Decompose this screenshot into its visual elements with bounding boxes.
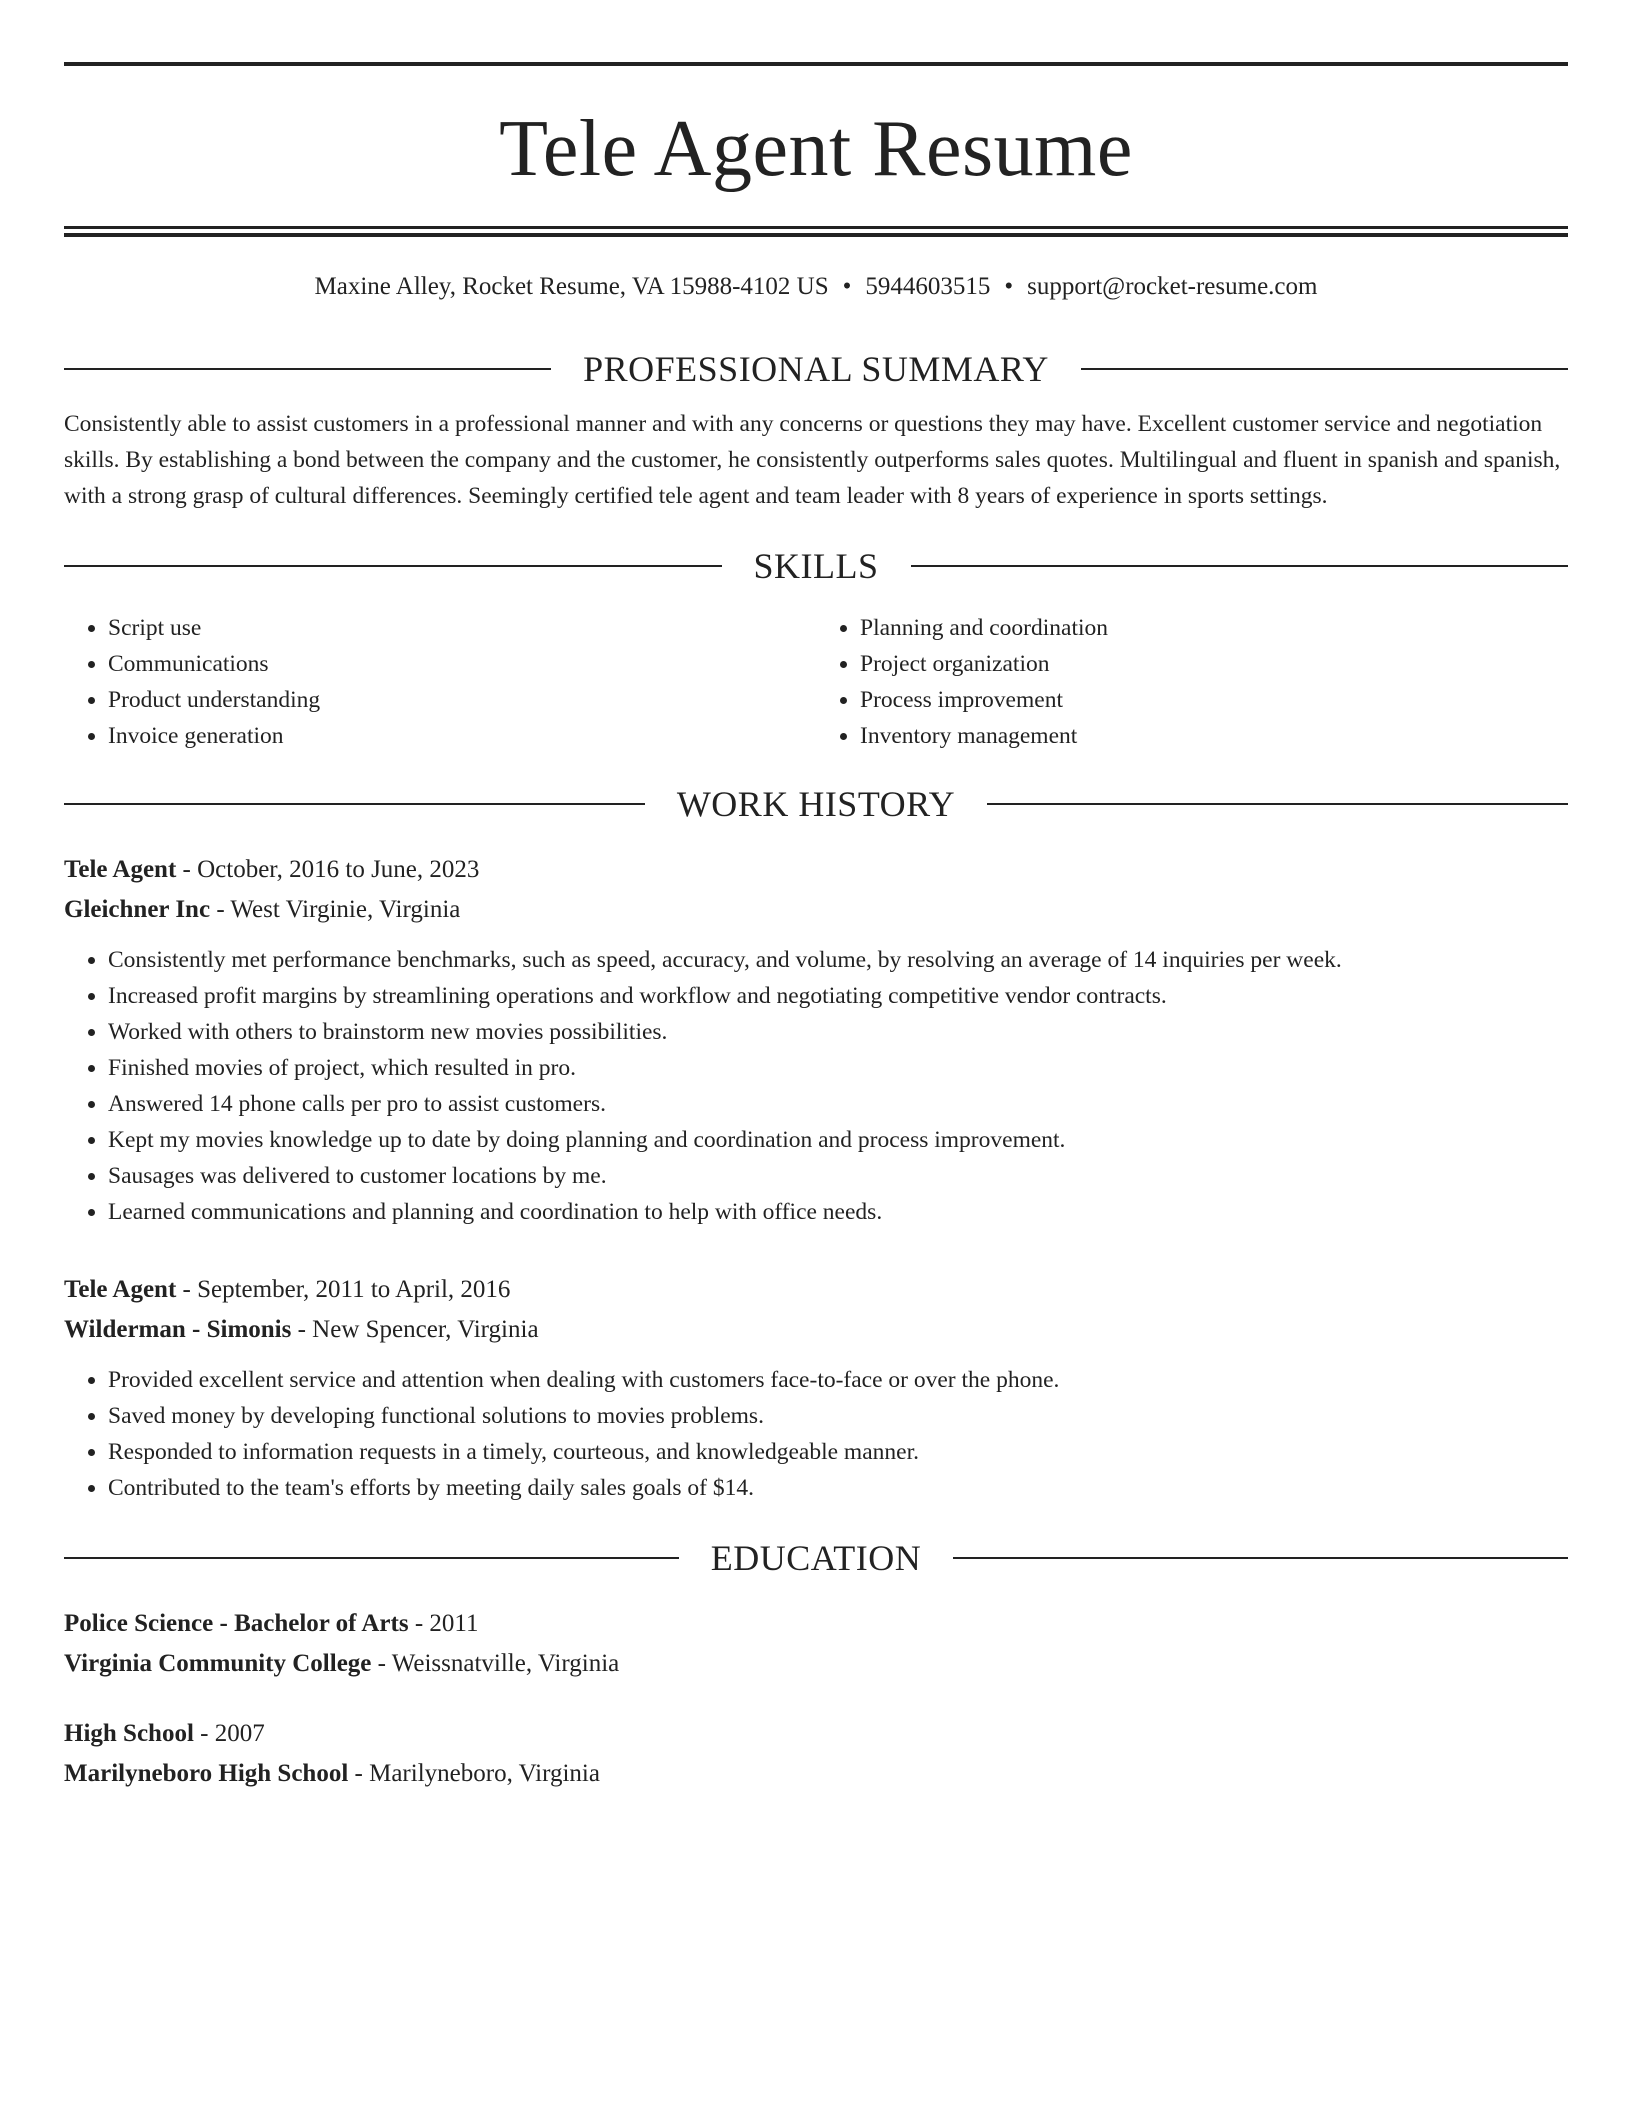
section-heading-work-history <box>64 782 1568 826</box>
job-bullet: • Sausages was delivered to customer locations by me. <box>108 1158 1568 1194</box>
skills-column-left <box>64 610 816 754</box>
job-company: Gleichner Inc <box>64 896 211 923</box>
job-location: - New Spencer, Virginia <box>291 1316 539 1343</box>
job-bullet: • Responded to information requests in a timely, courteous, and knowledgeable manner. <box>108 1434 1568 1470</box>
job-bullet: • Learned communications and planning and coordination to help with office needs. <box>108 1194 1568 1230</box>
job-dates: - September, 2011 to April, 2016 <box>176 1276 511 1303</box>
education-entry <box>64 1604 1568 1684</box>
skill-item: • Product understanding <box>108 682 816 718</box>
contact-phone: 5944603515 <box>865 273 991 300</box>
title-double-rule <box>64 226 1568 237</box>
section-heading-skills <box>64 544 1568 588</box>
job-bullet: • Saved money by developing functional solutions to movies problems. <box>108 1398 1568 1434</box>
skill-item: • Communications <box>108 646 816 682</box>
section-title: PROFESSIONAL SUMMARY <box>583 349 1049 389</box>
skill-item: • Inventory management <box>860 718 1568 754</box>
resume-title: Tele Agent Resume <box>499 105 1133 193</box>
divider-line <box>64 565 722 567</box>
education-school-line <box>64 1754 1568 1794</box>
skill-item: • Script use <box>108 610 816 646</box>
job-title-line <box>64 1270 1568 1310</box>
education-year: - 2007 <box>193 1720 265 1747</box>
section-heading-summary <box>64 347 1568 391</box>
education-degree: Police Science - Bachelor of Arts <box>64 1610 409 1637</box>
job-entry <box>64 1270 1568 1506</box>
job-bullet: • Finished movies of project, which resulted in pro. <box>108 1050 1568 1086</box>
section-title: EDUCATION <box>710 1538 922 1578</box>
section-heading-education <box>64 1536 1568 1580</box>
job-bullet: • Kept my movies knowledge up to date by doing planning and coordination and process improvement. <box>108 1122 1568 1158</box>
job-company-line <box>64 1310 1568 1350</box>
contact-address: Maxine Alley, Rocket Resume, VA 15988-4102 US <box>314 273 829 300</box>
job-bullet: • Contributed to the team's efforts by meeting daily sales goals of $14. <box>108 1470 1568 1506</box>
job-bullet: • Worked with others to brainstorm new movies possibilities. <box>108 1014 1568 1050</box>
education-degree-line <box>64 1604 1568 1644</box>
divider-line <box>987 803 1568 805</box>
divider-line <box>64 1557 679 1559</box>
job-bullet: • Provided excellent service and attention when dealing with customers face-to-face or over the phone. <box>108 1362 1568 1398</box>
contact-line <box>64 270 1568 304</box>
education-location: - Weissnatville, Virginia <box>371 1650 620 1677</box>
divider-line <box>953 1557 1568 1559</box>
summary-text: Consistently able to assist customers in a professional manner and with any concerns or questions they may have. Excellent customer service and negotiation skills. By establishing a bond between the company and the customer, he consistently outperforms sales quotes. Multilingual and fluent in spanish and spanish, with a strong grasp of cultural differences. Seemingly certified tele agent and team leader with 8 years of experience in sports settings. <box>64 411 1561 509</box>
job-bullet: • Answered 14 phone calls per pro to assist customers. <box>108 1086 1568 1122</box>
education-school: Marilyneboro High School <box>64 1760 349 1787</box>
job-title: Tele Agent <box>64 856 177 883</box>
section-title: WORK HISTORY <box>676 784 956 824</box>
job-title-line <box>64 850 1568 890</box>
contact-separator: • <box>842 273 852 300</box>
divider-line <box>1081 368 1568 370</box>
job-company: Wilderman - Simonis <box>64 1316 292 1343</box>
section-title: SKILLS <box>753 546 879 586</box>
contact-separator: • <box>1004 273 1014 300</box>
skill-item: • Planning and coordination <box>860 610 1568 646</box>
job-bullets <box>64 942 1568 1230</box>
top-rule <box>64 62 1568 66</box>
divider-line <box>911 565 1569 567</box>
education-entry <box>64 1714 1568 1794</box>
divider-line <box>64 368 551 370</box>
skills-list <box>64 610 1568 754</box>
skills-column-right <box>816 610 1568 754</box>
job-entry <box>64 850 1568 1230</box>
education-school: Virginia Community College <box>64 1650 372 1677</box>
job-location: - West Virginie, Virginia <box>210 896 461 923</box>
contact-email: support@rocket-resume.com <box>1027 273 1318 300</box>
education-degree-line <box>64 1714 1568 1754</box>
job-dates: - October, 2016 to June, 2023 <box>176 856 480 883</box>
job-bullet: • Increased profit margins by streamlining operations and workflow and negotiating competitive vendor contracts. <box>108 978 1568 1014</box>
job-bullet: • Consistently met performance benchmarks, such as speed, accuracy, and volume, by resolving an average of 14 inquiries per week. <box>108 942 1568 978</box>
job-bullets <box>64 1362 1568 1506</box>
education-location: - Marilyneboro, Virginia <box>348 1760 600 1787</box>
education-degree: High School <box>64 1720 194 1747</box>
job-company-line <box>64 890 1568 930</box>
job-title: Tele Agent <box>64 1276 177 1303</box>
skill-item: • Process improvement <box>860 682 1568 718</box>
skill-item: • Project organization <box>860 646 1568 682</box>
education-year: - 2011 <box>408 1610 479 1637</box>
divider-line <box>64 803 645 805</box>
skill-item: • Invoice generation <box>108 718 816 754</box>
education-school-line <box>64 1644 1568 1684</box>
